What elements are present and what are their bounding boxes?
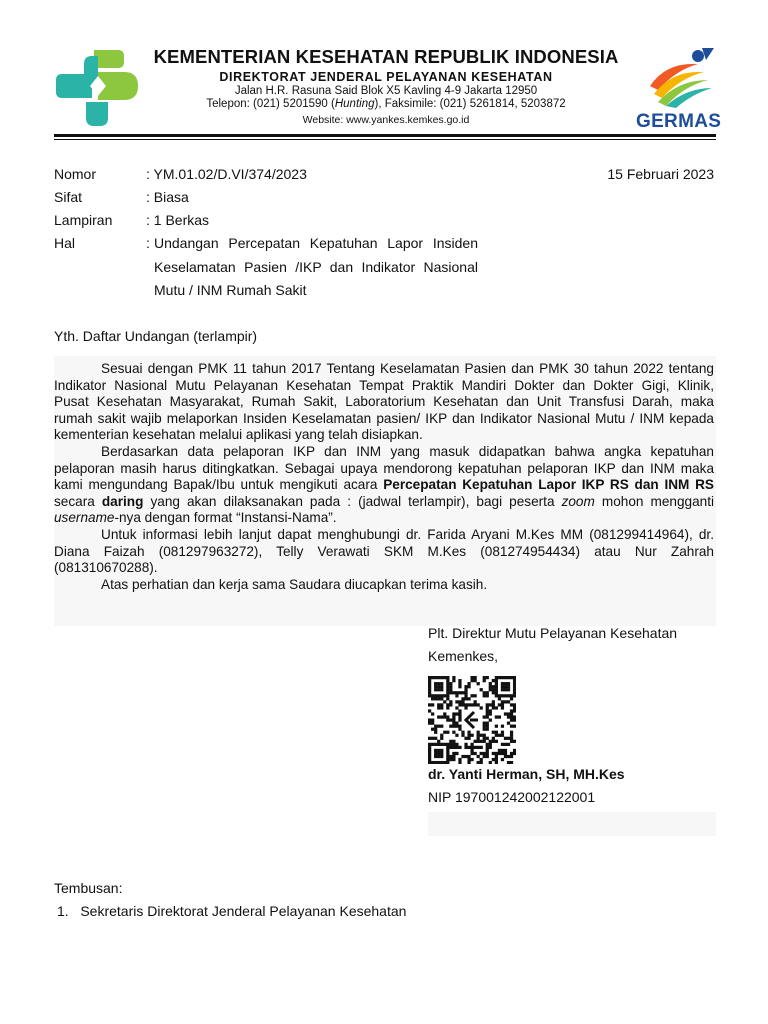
paragraph-1 [54, 361, 714, 444]
signature-background [428, 812, 716, 836]
germas-logo [636, 46, 722, 132]
hal-line-3: Mutu / INM Rumah Sakit [154, 282, 307, 298]
header-rule-thin [54, 139, 716, 140]
germas-label: GERMAS [636, 111, 722, 132]
signatory-position: Plt. Direktur Mutu Pelayanan Kesehatan [428, 625, 678, 641]
nomor-value: : YM.01.02/D.VI/374/2023 [146, 166, 307, 182]
cc-label: Tembusan: [54, 880, 123, 896]
paragraph-3 [54, 527, 714, 577]
hal-label: Hal [54, 235, 76, 251]
letterhead-text [146, 46, 626, 126]
p1-line: kementerian kesehatan melalui aplikasi yang telah disiapkan. [54, 427, 423, 443]
cc-item: 1. Sekretaris Direktorat Jenderal Pelayanan Kesehatan [57, 903, 407, 919]
p2-line: Berdasarkan data pelaporan IKP dan INM yang masuk didapatkan bahwa angka kepatuhan [101, 444, 714, 459]
salutation: Yth. Daftar Undangan (terlampir) [54, 328, 258, 344]
p2-line: secara daring yang akan dilaksanakan pada : (jadwal terlampir), bagi peserta zoom mohon mengganti [54, 493, 714, 509]
p3-line: (081310670288). [54, 560, 158, 576]
p4-line: Atas perhatian dan kerja sama Saudara diucapkan terima kasih. [101, 577, 488, 592]
ministry-title: KEMENTERIAN KESEHATAN REPUBLIK INDONESIA [153, 46, 619, 67]
nomor-label: Nomor [54, 166, 97, 182]
p1-line: Indikator Nasional Mutu Pelayanan Kesehatan Tempat Praktik Mandiri Dokter dan Dokter Gigi, Klinik, [54, 377, 714, 393]
p3-line: Untuk informasi lebih lanjut dapat menghubungi dr. Farida Aryani M.Kes MM (081299414964), dr. [101, 527, 714, 542]
hal-line-1: Undangan Percepatan Kepatuhan Lapor Insiden [154, 235, 478, 251]
p1-line: rumah sakit wajib melaporkan Insiden Keselamatan pasien/ IKP dan Indikator Nasional Mutu / INM kepada [54, 410, 714, 426]
hal-line-2: Keselamatan Pasien /IKP dan Indikator Nasional [154, 259, 478, 275]
sifat-value: : Biasa [146, 189, 189, 205]
p2-line: pelaporan masih harus ditingkatkan. Sebagai upaya mendorong kepatuhan pelaporan IKP dan INM maka [54, 460, 714, 476]
signatory-nip: NIP 197001242002122001 [428, 789, 596, 805]
phone-line: Telepon: (021) 5201590 (Hunting), Faksimile: (021) 5261814, 5203872 [206, 98, 566, 110]
lampiran-value: : 1 Berkas [146, 212, 210, 228]
p3-line: Diana Faizah (081297963272), Telly Verawati SKM M.Kes (081274954434) atau Nur Zahrah [54, 543, 714, 559]
directorate-title: DIREKTORAT JENDERAL PELAYANAN KESEHATAN [219, 70, 553, 84]
paragraph-2 [54, 444, 714, 527]
address: Jalan H.R. Rasuna Said Blok X5 Kavling 4-9 Jakarta 12950 [234, 85, 538, 97]
header-rule-thick [54, 134, 716, 137]
lampiran-label: Lampiran [54, 212, 113, 228]
paragraph-4 [54, 577, 714, 594]
qr-code-signature [428, 676, 516, 764]
p1-line: Sesuai dengan PMK 11 tahun 2017 Tentang Keselamatan Pasien dan PMK 30 tahun 2022 tentang [101, 361, 714, 376]
signatory-name: dr. Yanti Herman, SH, MH.Kes [428, 766, 625, 782]
p2-line: kami mengundang Bapak/Ibu untuk mengikuti acara Percepatan Kepatuhan Lapor IKP RS dan INM RS [54, 477, 714, 493]
p1-line: Pusat Kesehatan Masyarakat, Rumah Sakit, Laboratorium Kesehatan dan Unit Transfusi Darah, maka [54, 394, 714, 410]
signatory-org: Kemenkes, [428, 648, 499, 664]
p2-line: username-nya dengan format “Instansi-Nama”. [54, 510, 337, 526]
letter-date: 15 Februari 2023 [607, 166, 714, 182]
hal-colon: : [146, 235, 150, 251]
ministry-logo [54, 46, 140, 128]
website: Website: www.yankes.kemkes.go.id [302, 114, 470, 126]
sifat-label: Sifat [54, 189, 83, 205]
